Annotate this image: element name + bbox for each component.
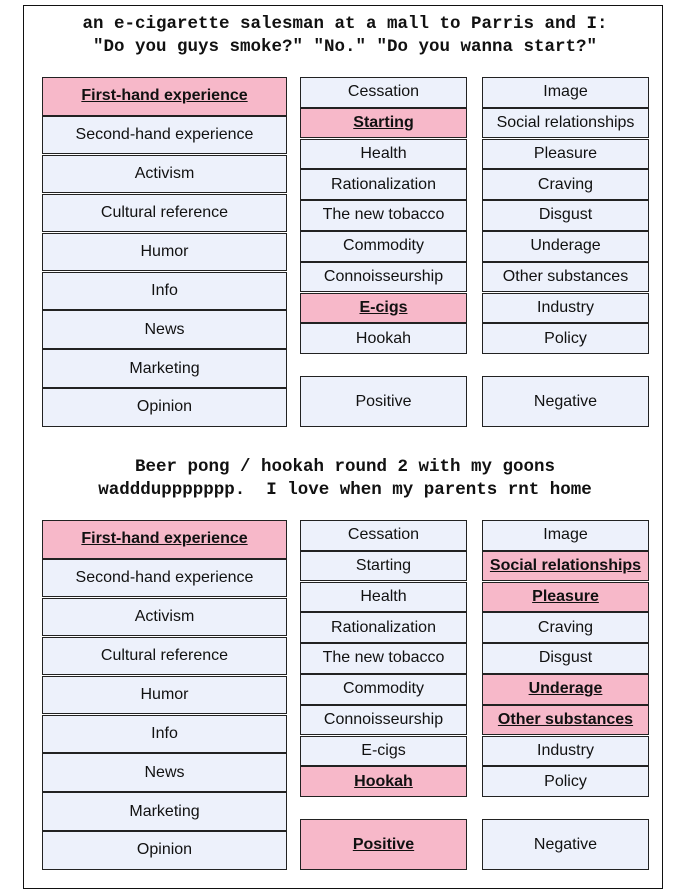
category-social-relationships[interactable]: Social relationships [482, 551, 649, 582]
category-first-hand-experience[interactable]: First-hand experience [42, 520, 287, 559]
category-policy[interactable]: Policy [482, 766, 649, 797]
category-connoisseurship[interactable]: Connoisseurship [300, 262, 467, 293]
category-cessation[interactable]: Cessation [300, 520, 467, 551]
category-pleasure[interactable]: Pleasure [482, 582, 649, 613]
category-commodity[interactable]: Commodity [300, 674, 467, 705]
category-info[interactable]: Info [42, 715, 287, 754]
category-info[interactable]: Info [42, 272, 287, 311]
quote-text [40, 13, 650, 59]
category-image[interactable]: Image [482, 520, 649, 551]
sentiment-negative[interactable]: Negative [482, 376, 649, 427]
quote-line-1: Beer pong / hookah round 2 with my goons [134, 457, 556, 477]
category-opinion[interactable]: Opinion [42, 388, 287, 427]
category-disgust[interactable]: Disgust [482, 200, 649, 231]
category-activism[interactable]: Activism [42, 598, 287, 637]
category-the-new-tobacco[interactable]: The new tobacco [300, 643, 467, 674]
sentiment-positive[interactable]: Positive [300, 819, 467, 870]
quote-line-1: an e-cigarette salesman at a mall to Parris and I: [82, 14, 608, 34]
category-marketing[interactable]: Marketing [42, 349, 287, 388]
category-other-substances[interactable]: Other substances [482, 262, 649, 293]
sentiment-negative[interactable]: Negative [482, 819, 649, 870]
category-the-new-tobacco[interactable]: The new tobacco [300, 200, 467, 231]
category-social-relationships[interactable]: Social relationships [482, 108, 649, 139]
category-image[interactable]: Image [482, 77, 649, 108]
category-rationalization[interactable]: Rationalization [300, 169, 467, 200]
category-humor[interactable]: Humor [42, 233, 287, 272]
category-policy[interactable]: Policy [482, 323, 649, 354]
category-hookah[interactable]: Hookah [300, 323, 467, 354]
category-rationalization[interactable]: Rationalization [300, 612, 467, 643]
category-first-hand-experience[interactable]: First-hand experience [42, 77, 287, 116]
category-opinion[interactable]: Opinion [42, 831, 287, 870]
quote-text [40, 456, 650, 502]
category-industry[interactable]: Industry [482, 736, 649, 767]
category-second-hand-experience[interactable]: Second-hand experience [42, 116, 287, 155]
category-e-cigs[interactable]: E-cigs [300, 736, 467, 767]
category-disgust[interactable]: Disgust [482, 643, 649, 674]
category-craving[interactable]: Craving [482, 169, 649, 200]
category-cultural-reference[interactable]: Cultural reference [42, 194, 287, 233]
category-activism[interactable]: Activism [42, 155, 287, 194]
category-second-hand-experience[interactable]: Second-hand experience [42, 559, 287, 598]
sentiment-positive[interactable]: Positive [300, 376, 467, 427]
category-pleasure[interactable]: Pleasure [482, 139, 649, 170]
category-commodity[interactable]: Commodity [300, 231, 467, 262]
category-cultural-reference[interactable]: Cultural reference [42, 637, 287, 676]
category-humor[interactable]: Humor [42, 676, 287, 715]
category-underage[interactable]: Underage [482, 231, 649, 262]
category-news[interactable]: News [42, 310, 287, 349]
quote-line-2: waddduppppppp. I love when my parents rnt home [98, 480, 592, 500]
category-hookah[interactable]: Hookah [300, 766, 467, 797]
category-other-substances[interactable]: Other substances [482, 705, 649, 736]
category-craving[interactable]: Craving [482, 612, 649, 643]
category-marketing[interactable]: Marketing [42, 792, 287, 831]
category-underage[interactable]: Underage [482, 674, 649, 705]
quote-line-2: "Do you guys smoke?" "No." "Do you wanna start?" [92, 37, 598, 57]
category-health[interactable]: Health [300, 582, 467, 613]
category-starting[interactable]: Starting [300, 108, 467, 139]
category-cessation[interactable]: Cessation [300, 77, 467, 108]
category-starting[interactable]: Starting [300, 551, 467, 582]
category-industry[interactable]: Industry [482, 293, 649, 324]
category-e-cigs[interactable]: E-cigs [300, 293, 467, 324]
category-news[interactable]: News [42, 753, 287, 792]
category-connoisseurship[interactable]: Connoisseurship [300, 705, 467, 736]
category-health[interactable]: Health [300, 139, 467, 170]
